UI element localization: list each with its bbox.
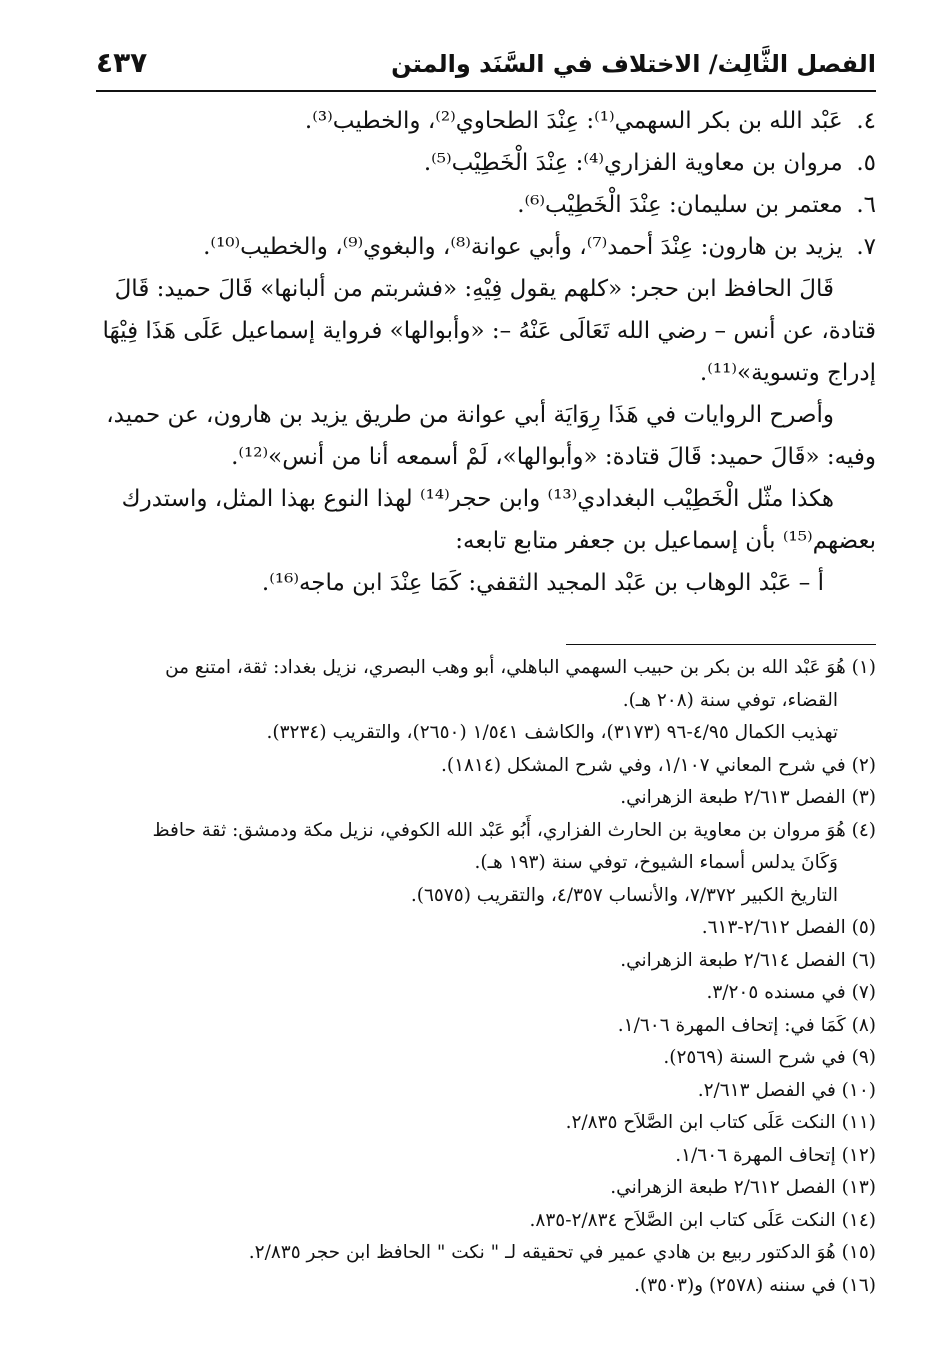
footnote-10: (١٠) في الفصل ٢/٦١٣.	[697, 1079, 876, 1101]
narrator-item-4	[96, 100, 876, 142]
paragraph-line: هكذا مثّل الْخَطِيْب البغدادي⁽¹³⁾ وابن حجر⁽¹⁴⁾ لهذا النوع بهذا المثل، واستدرك	[121, 486, 834, 512]
paragraph-line: وفيه: «قَالَ حميد: قَالَ قتادة: «وأبوالها»، لَمْ أسمعه أنا من أنس»⁽¹²⁾.	[231, 444, 876, 470]
sub-item-a: أ – عَبْد الوهاب بن عَبْد المجيد الثقفي: كَمَا عِنْدَ ابن ماجه⁽¹⁶⁾.	[261, 570, 824, 596]
footnote-4-line: (٤) هُوَ مروان بن معاوية بن الحارث الفزاري، أَبُو عَبْد الله الكوفي، نزيل مكة ودمشق: ثقة حافظ	[152, 819, 876, 841]
footnote-16: (١٦) في سننه (٢٥٧٨) و(٣٥٠٣).	[634, 1274, 876, 1296]
item-text: معتمر بن سليمان: عِنْدَ الْخَطِيْب⁽⁶⁾.	[517, 192, 843, 218]
item-number: ٤.	[856, 108, 876, 134]
footnote-3: (٣) الفصل ٢/٦١٣ طبعة الزهراني.	[620, 787, 876, 808]
narrator-item-6	[96, 184, 876, 226]
footnote-7: (٧) في مسنده ٣/٢٠٥.	[706, 982, 876, 1003]
main-text	[96, 100, 876, 604]
item-text: مروان بن معاوية الفزاري⁽⁴⁾: عِنْدَ الْخَطِيْب⁽⁵⁾.	[423, 150, 843, 176]
narrator-item-5	[96, 142, 876, 184]
paragraph-line: وأصرح الروايات في هَذَا رِوَايَة أبي عوانة من طريق يزيد بن هارون، عن حميد،	[106, 402, 834, 428]
footnotes	[96, 652, 876, 1302]
item-number: ٥.	[856, 150, 876, 176]
footnote-1-line: تهذيب الكمال ٤/٩٥-٩٦ (٣١٧٣)، والكاشف ١/٥٤١ (٢٦٥٠)، والتقريب (٣٢٣٤).	[266, 722, 838, 743]
footnote-1-line: القضاء، توفي سنة (٢٠٨ هـ).	[622, 689, 838, 711]
item-number: ٦.	[856, 192, 876, 218]
footnote-8: (٨) كَمَا في: إتحاف المهرة ١/٦٠٦.	[617, 1014, 876, 1036]
footnote-2: (٢) في شرح المعاني ١/١٠٧، وفي شرح المشكل (١٨١٤).	[440, 754, 876, 776]
paragraph-line: قتادة، عن أنس – رضي الله تَعَالَى عَنْهُ –: «وأبوالها» فرواية إسماعيل عَلَى هَذَا فِيْهَا	[102, 318, 876, 344]
paragraph-line: بعضهم⁽¹⁵⁾ بأن إسماعيل بن جعفر متابع تابعه:	[455, 528, 876, 554]
chapter-title: الفصل الثَّالِث/ الاختلاف في السَّنَد والمتن	[391, 50, 876, 78]
page-header	[96, 40, 876, 92]
footnote-5: (٥) الفصل ٢/٦١٢-٦١٣.	[701, 917, 876, 938]
footnote-11: (١١) النكت عَلَى كتاب ابن الصَّلاَح ٢/٨٣٥.	[565, 1112, 876, 1133]
book-page	[96, 40, 876, 1340]
footnote-12: (١٢) إتحاف المهرة ١/٦٠٦.	[675, 1144, 876, 1166]
narrator-item-7	[96, 226, 876, 268]
footnote-9: (٩) في شرح السنة (٢٥٦٩).	[663, 1047, 876, 1068]
footnote-separator	[566, 644, 876, 645]
item-text: يزيد بن هارون: عِنْدَ أحمد⁽⁷⁾، وأبي عوانة⁽⁸⁾، والبغوي⁽⁹⁾، والخطيب⁽¹⁰⁾.	[203, 234, 843, 260]
item-number: ٧.	[856, 234, 876, 260]
footnote-4-line: وَكَانَ يدلس أسماء الشيوخ، توفي سنة (١٩٣ هـ).	[474, 852, 838, 873]
footnote-15: (١٥) هُوَ الدكتور ربيع بن هادي عمير في تحقيقه لـ " نكت " الحافظ ابن حجر ٢/٨٣٥.	[248, 1242, 876, 1263]
page-number: ٤٣٧	[96, 46, 148, 79]
footnote-14: (١٤) النكت عَلَى كتاب ابن الصَّلاَح ٢/٨٣٤-٨٣٥.	[529, 1209, 876, 1231]
footnote-13: (١٣) الفصل ٢/٦١٢ طبعة الزهراني.	[610, 1177, 876, 1198]
item-text: عَبْد الله بن بكر السهمي⁽¹⁾: عِنْدَ الطحاوي⁽²⁾، والخطيب⁽³⁾.	[304, 108, 843, 134]
paragraph-line: قَالَ الحافظ ابن حجر: «كلهم يقول فِيْهِ: «فشربتم من ألبانها» قَالَ حميد: قَالَ	[114, 276, 834, 302]
footnote-4-line: التاريخ الكبير ٧/٣٧٢، والأنساب ٤/٣٥٧، والتقريب (٦٥٧٥).	[410, 884, 838, 906]
footnote-6: (٦) الفصل ٢/٦١٤ طبعة الزهراني.	[620, 949, 876, 971]
paragraph-line: إدراج وتسوية»⁽¹¹⁾.	[699, 360, 876, 386]
footnote-1-line: (١) هُوَ عَبْد الله بن بكر بن حبيب السهمي الباهلي، أبو وهب البصري، نزيل بغداد: ثقة، امتنع من	[165, 657, 876, 678]
